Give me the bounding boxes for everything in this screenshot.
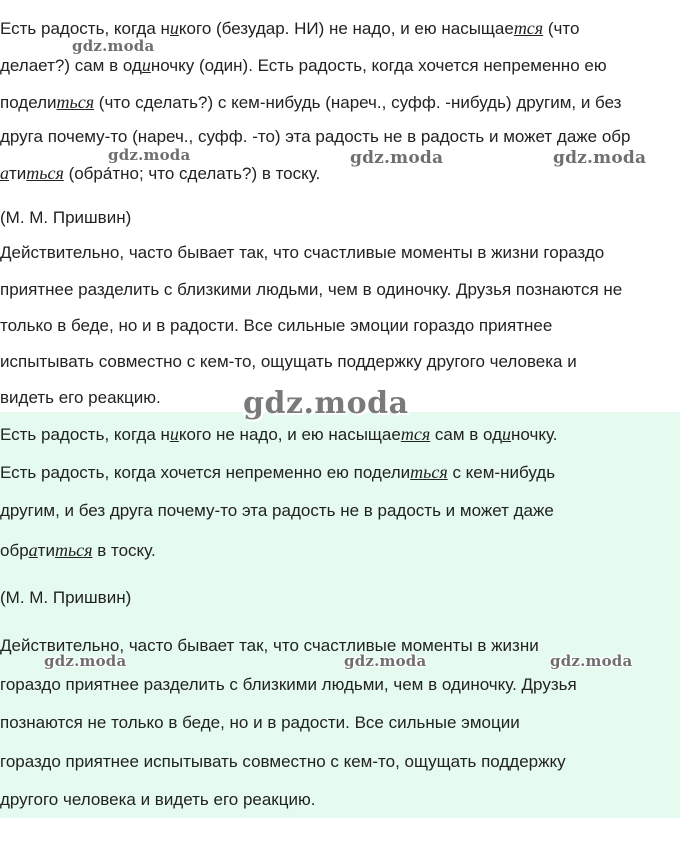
highlighted-morpheme: а — [28, 540, 38, 560]
text-line — [0, 462, 555, 483]
text-segment: кого (безудар. НИ) не надо, и ею насыщае — [178, 19, 514, 38]
highlighted-morpheme: ться — [410, 462, 448, 482]
watermark: gdz.moda — [44, 652, 127, 670]
watermark: gdz.moda — [350, 148, 444, 168]
text-line — [0, 540, 156, 561]
text-line: другим, и без друга почему-то эта радость не в радость и может даже — [0, 501, 554, 520]
text-segment: (обра́тно; что сделать?) в тоску. — [63, 164, 321, 183]
text-segment: Есть радость, когда хочется непременно ею подели — [0, 463, 411, 482]
text-segment: (что — [543, 19, 580, 38]
paragraph-line: Действительно, часто бывает так, что счастливые моменты в жизни — [0, 636, 539, 655]
text-line — [0, 424, 558, 445]
highlighted-morpheme: и — [169, 18, 179, 38]
text-line — [0, 92, 621, 113]
paragraph-line: другого человека и видеть его реакцию. — [0, 790, 316, 809]
text-line — [0, 18, 579, 39]
highlighted-morpheme: и — [169, 424, 179, 444]
text-segment: делает?) сам в од — [0, 56, 142, 75]
paragraph-line: приятнее разделить с близкими людьми, чем в одиночку. Друзья познаются не — [0, 280, 623, 299]
text-segment: в тоску. — [92, 541, 156, 560]
paragraph-line: познаются не только в беде, но и в радости. Все сильные эмоции — [0, 713, 520, 732]
paragraph-line: Действительно, часто бывает так, что счастливые моменты в жизни гораздо — [0, 243, 605, 262]
text-segment: ти — [37, 541, 55, 560]
watermark: gdz.moda — [344, 652, 427, 670]
paragraph-line: испытывать совместно с кем-то, ощущать поддержку другого человека и — [0, 352, 577, 371]
text-segment: ночку. — [511, 425, 558, 444]
watermark-large: gdz.moda — [243, 386, 409, 421]
watermark: gdz.moda — [72, 37, 155, 55]
text-line — [0, 163, 320, 184]
highlighted-morpheme: ться — [26, 163, 64, 183]
text-segment: с кем-нибудь — [447, 463, 556, 482]
author-line: (М. М. Пришвин) — [0, 208, 132, 227]
text-line: друга почему-то (нареч., суфф. -то) эта радость не в радость и может даже обр — [0, 127, 631, 146]
text-segment: ти — [9, 164, 27, 183]
highlighted-morpheme: а — [0, 163, 9, 183]
watermark: gdz.moda — [108, 146, 191, 164]
highlighted-morpheme: тся — [513, 18, 544, 38]
text-segment: Есть радость, когда н — [0, 19, 170, 38]
text-segment: Есть радость, когда н — [0, 425, 170, 444]
text-segment: обр — [0, 541, 29, 560]
watermark: gdz.moda — [553, 148, 647, 168]
paragraph-line: только в беде, но и в радости. Все сильные эмоции гораздо приятнее — [0, 316, 553, 335]
paragraph-line: видеть его реакцию. — [0, 388, 161, 407]
paragraph-line: гораздо приятнее испытывать совместно с кем-то, ощущать поддержку — [0, 752, 566, 771]
text-segment: (что сделать?) с кем-нибудь (нареч., суфф. -нибудь) другим, и без — [94, 93, 622, 112]
text-segment: ночку (один). Есть радость, когда хочется непременно ею — [150, 56, 607, 75]
author-line: (М. М. Пришвин) — [0, 588, 132, 607]
highlighted-morpheme: ться — [56, 92, 95, 112]
paragraph-line: гораздо приятнее разделить с близкими людьми, чем в одиночку. Друзья — [0, 675, 577, 694]
highlighted-morpheme: тся — [400, 424, 431, 444]
text-segment: кого не надо, и ею насыщае — [178, 425, 401, 444]
watermark: gdz.moda — [550, 652, 633, 670]
highlighted-morpheme: и — [502, 424, 512, 444]
text-segment: подели — [0, 93, 57, 112]
text-line — [0, 55, 607, 76]
highlighted-morpheme: ться — [54, 540, 93, 560]
highlighted-morpheme: и — [141, 55, 151, 75]
text-segment: сам в од — [430, 425, 503, 444]
